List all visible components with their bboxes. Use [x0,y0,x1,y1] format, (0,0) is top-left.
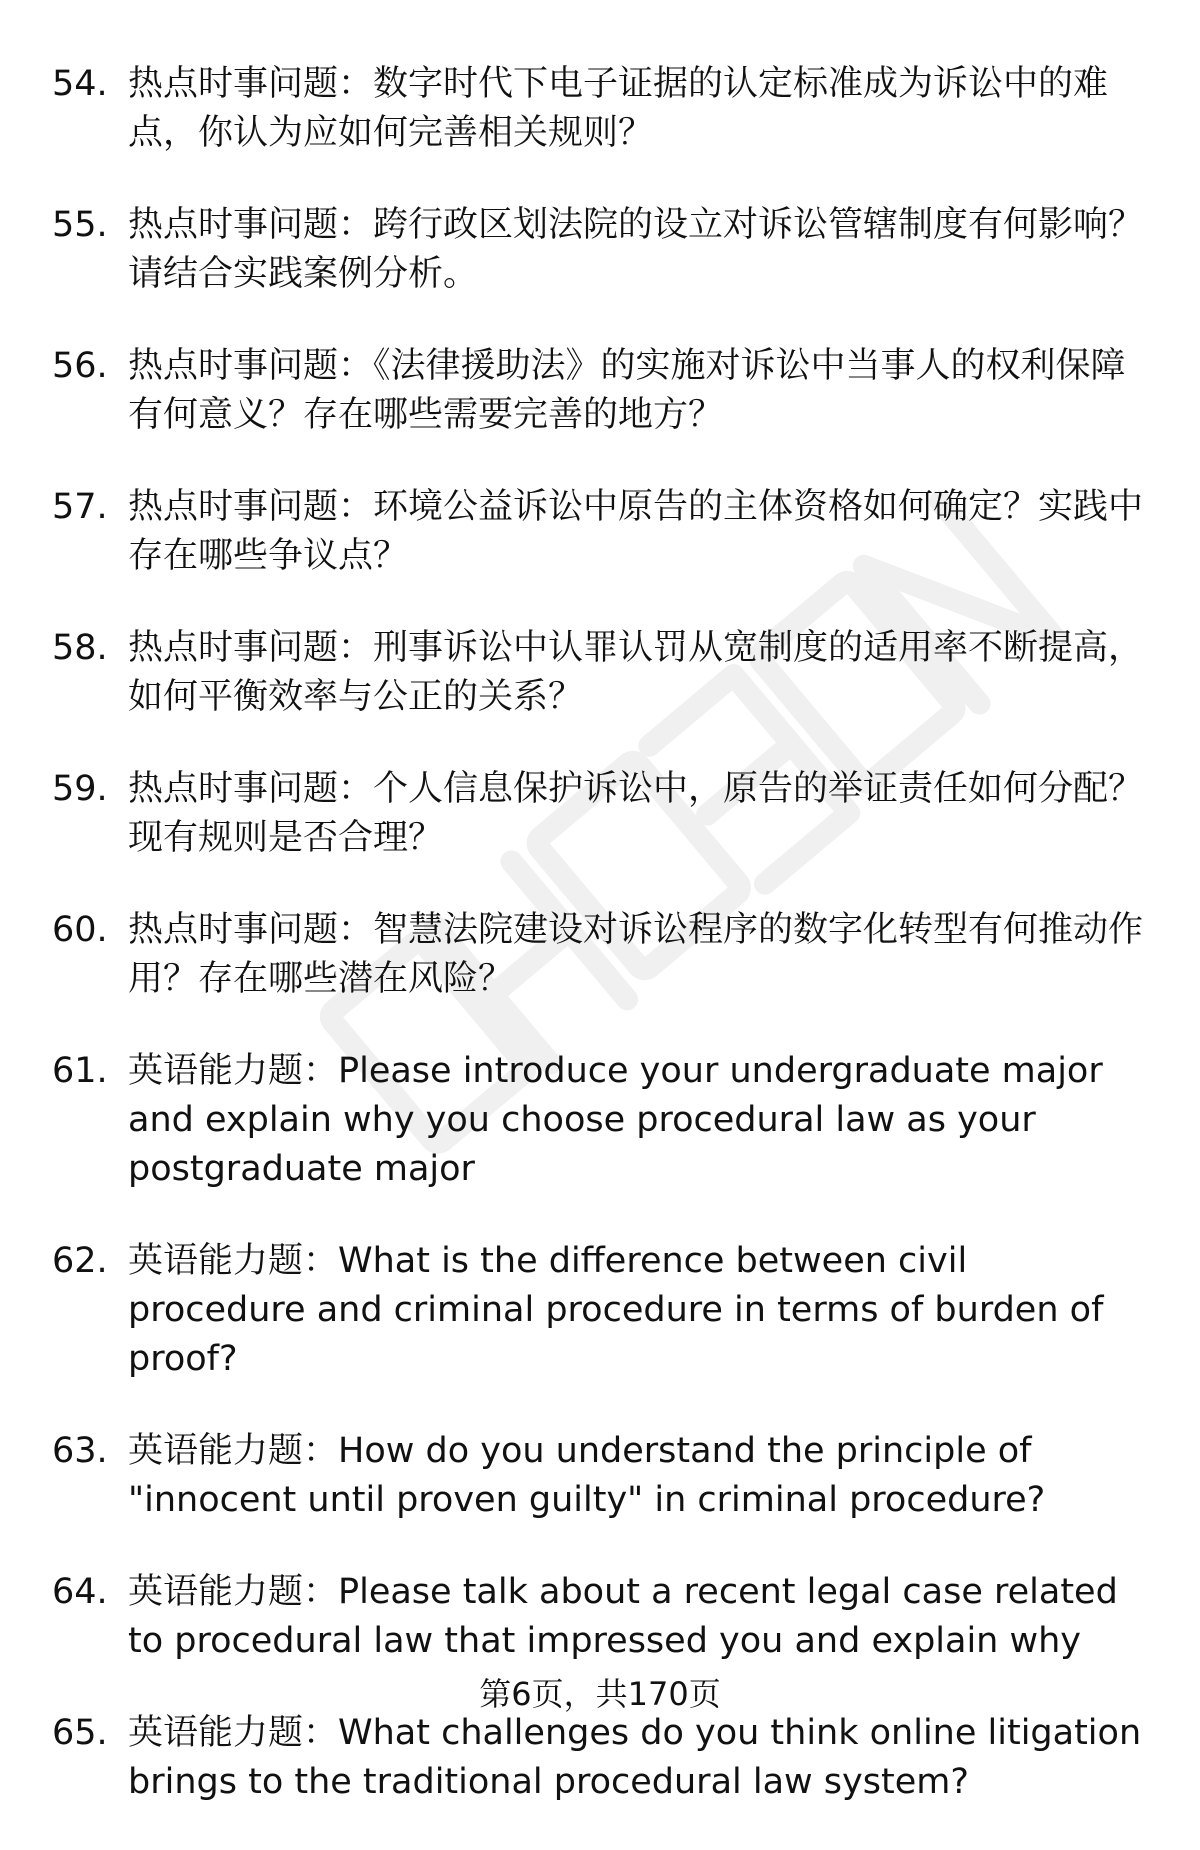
question-number: 55. [52,205,108,245]
question-number: 61. [52,1051,108,1091]
question-number: 65. [52,1713,108,1753]
question-number: 54. [52,64,108,104]
question-item [52,1047,1162,1194]
question-item [52,906,1162,1004]
question-text: 英语能力题：What is the difference between civil procedure and criminal procedure in terms of burden of proof? [128,1241,1104,1379]
question-item [52,765,1162,863]
question-number: 64. [52,1572,108,1612]
question-item [52,60,1162,158]
page-footer: 第6页，共170页 [479,1675,721,1713]
question-item [52,624,1162,722]
question-number: 58. [52,628,108,668]
question-list [52,60,1162,1850]
question-text: 热点时事问题：环境公益诉讼中原告的主体资格如何确定？实践中存在哪些争议点？ [128,487,1144,576]
question-item [52,1237,1162,1384]
question-text: 热点时事问题：跨行政区划法院的设立对诉讼管辖制度有何影响？请结合实践案例分析。 [128,205,1144,294]
question-item [52,1427,1162,1525]
question-number: 60. [52,910,108,950]
question-item [52,342,1162,440]
question-number: 63. [52,1431,108,1471]
question-text: 热点时事问题：个人信息保护诉讼中，原告的举证责任如何分配？现有规则是否合理？ [128,769,1144,858]
question-number: 57. [52,487,108,527]
question-text: 英语能力题：Please talk about a recent legal case related to procedural law that impressed you and explain why [128,1572,1118,1661]
question-text: 英语能力题：What challenges do you think online litigation brings to the traditional procedural law system? [128,1713,1142,1802]
question-text: 热点时事问题：《法律援助法》的实施对诉讼中当事人的权利保障有何意义？存在哪些需要完善的地方？ [128,346,1126,435]
question-number: 56. [52,346,108,386]
question-item [52,483,1162,581]
question-text: 英语能力题：Please introduce your undergraduate major and explain why you choose procedural law as your postgraduate major [128,1051,1103,1189]
question-text: 英语能力题：How do you understand the principle of "innocent until proven guilty" in criminal procedure? [128,1431,1046,1520]
question-text: 热点时事问题：刑事诉讼中认罪认罚从宽制度的适用率不断提高，如何平衡效率与公正的关系？ [128,628,1144,717]
question-item [52,201,1162,299]
question-text: 热点时事问题：智慧法院建设对诉讼程序的数字化转型有何推动作用？存在哪些潜在风险？ [128,910,1144,999]
question-item [52,1709,1162,1807]
question-item [52,1568,1162,1666]
question-number: 62. [52,1241,108,1281]
question-text: 热点时事问题：数字时代下电子证据的认定标准成为诉讼中的难点，你认为应如何完善相关规则？ [128,64,1109,153]
question-number: 59. [52,769,108,809]
